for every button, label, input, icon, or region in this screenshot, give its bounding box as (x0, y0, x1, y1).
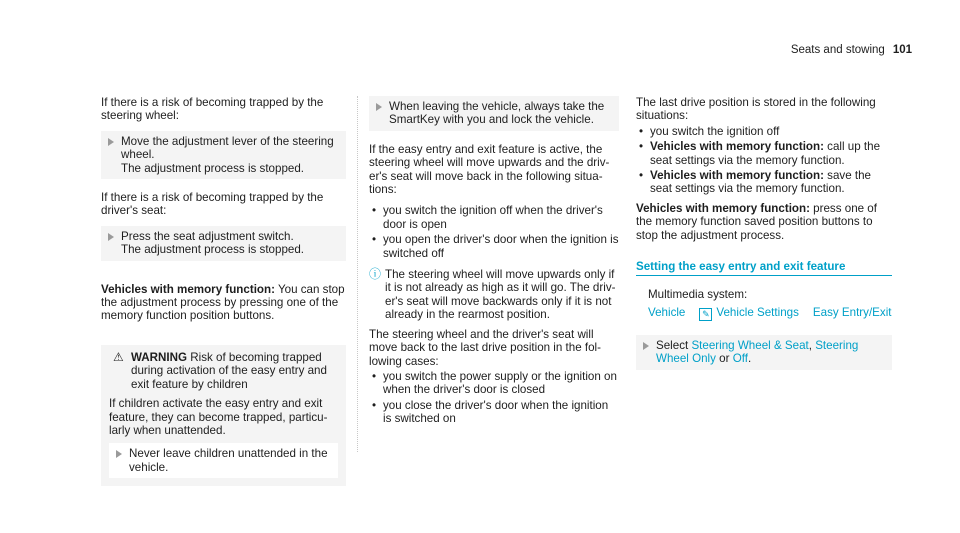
paragraph (636, 202, 892, 242)
option-steering-wheel-seat: Steering Wheel & Seat (691, 338, 809, 352)
column-divider (357, 96, 358, 452)
step-result: The adjustment process is stopped. (121, 243, 305, 257)
instruction-step (369, 96, 619, 131)
step-text: Move the adjustment lever of the steering wheel. (121, 134, 334, 162)
instruction-step (636, 335, 892, 370)
triangle-right-icon (116, 450, 122, 458)
instruction-step (109, 443, 338, 478)
warning-title (109, 351, 338, 391)
triangle-right-icon (108, 233, 114, 241)
step-result: The adjustment process is stopped. (121, 161, 305, 175)
warning-triangle-icon: ⚠ (113, 349, 124, 364)
step-text: Select Steering Wheel & Seat, Steering Wheel Only or Off. (656, 338, 859, 366)
column-1 (101, 96, 346, 486)
warning-box (101, 345, 346, 486)
paragraph: The steering wheel and the driver's seat will move back to the last drive position in the following cases: (369, 327, 602, 368)
paragraph: The last drive position is stored in the following situations: (636, 96, 876, 123)
memory-label: Vehicles with memory function: (636, 201, 810, 215)
menu-path (648, 306, 892, 321)
menu-path-vehicle-settings: Vehicle Settings (716, 305, 799, 319)
triangle-right-icon (108, 138, 114, 146)
list-item: • you close the driver's door when the ignition is switched on (369, 399, 619, 426)
section-title: Setting the easy entry and exit feature (636, 260, 892, 276)
list-item: • you switch the power supply or the ignition on when the driver's door is closed (369, 370, 619, 397)
paragraph: If there is a risk of becoming trapped by the steering wheel: (101, 96, 324, 123)
multimedia-label: Multimedia system: (648, 288, 748, 302)
option-steering-wheel-only: Steering Wheel Only (656, 338, 859, 366)
bullet-list (636, 125, 892, 196)
step-text: Press the seat adjustment switch. (121, 229, 294, 243)
column-2 (369, 96, 619, 432)
instruction-step (101, 131, 346, 179)
triangle-right-icon (643, 342, 649, 350)
list-item: • you open the driver's door when the ignition is switched off (369, 233, 619, 260)
memory-text: You can stop the adjustment process by pressing one of the memory function position buttons. (101, 282, 345, 323)
header-title: Seats and stowing (790, 44, 885, 56)
step-text: When leaving the vehicle, always take the SmartKey with you and lock the vehicle. (389, 100, 605, 127)
paragraph: If the easy entry and exit feature is active, the steering wheel will move upwards and the driver's seat will move back in the following situations: (369, 142, 610, 197)
column-3 (636, 96, 892, 382)
warning-text: If children activate the easy entry and exit feature, they can become trapped, particularly when unattended. (109, 397, 328, 437)
memory-label: Vehicles with memory function: (101, 282, 275, 296)
note (369, 268, 619, 322)
list-item: • you switch the ignition off (636, 125, 892, 138)
bullet-list (369, 204, 619, 260)
step-text: Never leave children unattended in the vehicle. (129, 447, 328, 474)
option-off: Off (732, 352, 748, 366)
menu-path-easy-entry: Easy Entry/Exit (812, 305, 892, 319)
list-item: • Vehicles with memory function: save the seat settings via the memory function. (636, 169, 892, 196)
memory-text: press one of the memory function saved position buttons to stop the adjustment process. (636, 201, 877, 242)
info-icon: ⓘ (369, 267, 382, 282)
bullet-list (369, 370, 619, 426)
instruction-step (101, 226, 346, 261)
vehicle-settings-icon: ✎ (699, 308, 712, 321)
list-item: • Vehicles with memory function: call up the seat settings via the memory function. (636, 140, 892, 167)
menu-path-vehicle: Vehicle (648, 305, 686, 319)
paragraph: If there is a risk of becoming trapped by the driver's seat: (101, 191, 324, 218)
note-text: The steering wheel will move upwards only if it is not already as high as it will go. The driver's seat will move backwards only if it is not already in the rearmost position. (385, 268, 616, 322)
triangle-right-icon (376, 103, 382, 111)
paragraph (101, 283, 346, 323)
list-item: • you switch the ignition off when the driver's door is open (369, 204, 619, 231)
page-number: 101 (892, 44, 912, 56)
page-header (791, 44, 912, 57)
warning-label: WARNING (131, 350, 188, 364)
warning-heading: Risk of becoming trapped during activation of the easy entry and exit feature by children (131, 350, 327, 391)
